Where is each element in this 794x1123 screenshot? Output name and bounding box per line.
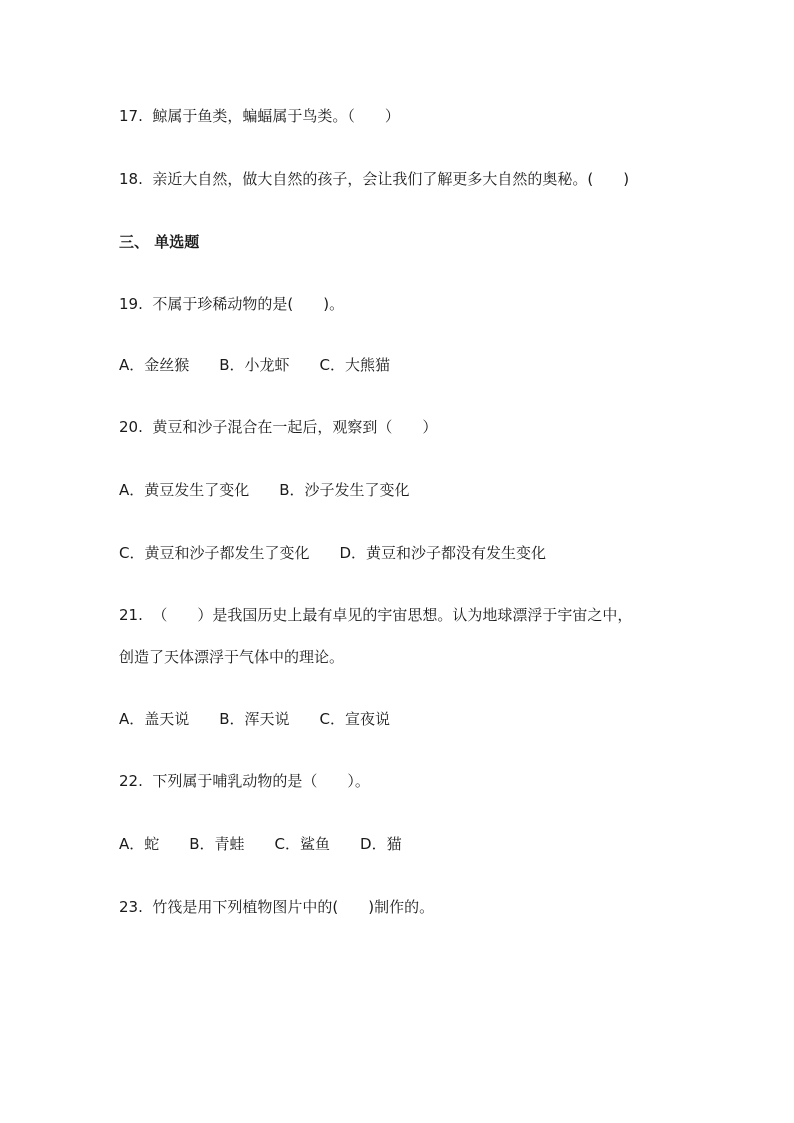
question-18: 18. 亲近大自然，做大自然的孩子，会让我们了解更多大自然的奥秘。( ) (119, 170, 630, 188)
question-21-line2: 创造了天体漂浮于气体中的理论。 (119, 648, 345, 666)
section-title-single-choice: 三、 单选题 (119, 233, 200, 251)
question-17: 17. 鲸属于鱼类，蝙蝠属于鸟类。（ ） (119, 107, 400, 125)
question-22: 22. 下列属于哺乳动物的是（ ）。 (119, 772, 370, 790)
question-21-line1: 21. （ ）是我国历史上最有卓见的宇宙思想。认为地球漂浮于宇宙之中， (119, 606, 633, 624)
question-20-options-ab: A．黄豆发生了变化 B．沙子发生了变化 (119, 481, 410, 499)
question-22-options: A．蛇 B．青蛙 C．鲨鱼 D．猫 (119, 835, 402, 853)
question-23: 23. 竹筏是用下列植物图片中的( )制作的。 (119, 898, 435, 916)
question-19-options: A．金丝猴 B．小龙虾 C．大熊猫 (119, 356, 391, 374)
question-20: 20. 黄豆和沙子混合在一起后，观察到（ ） (119, 418, 438, 436)
question-20-options-cd: C．黄豆和沙子都发生了变化 D．黄豆和沙子都没有发生变化 (119, 544, 547, 562)
question-21-options: A．盖天说 B．浑天说 C．宣夜说 (119, 710, 391, 728)
question-19: 19. 不属于珍稀动物的是( )。 (119, 295, 345, 313)
